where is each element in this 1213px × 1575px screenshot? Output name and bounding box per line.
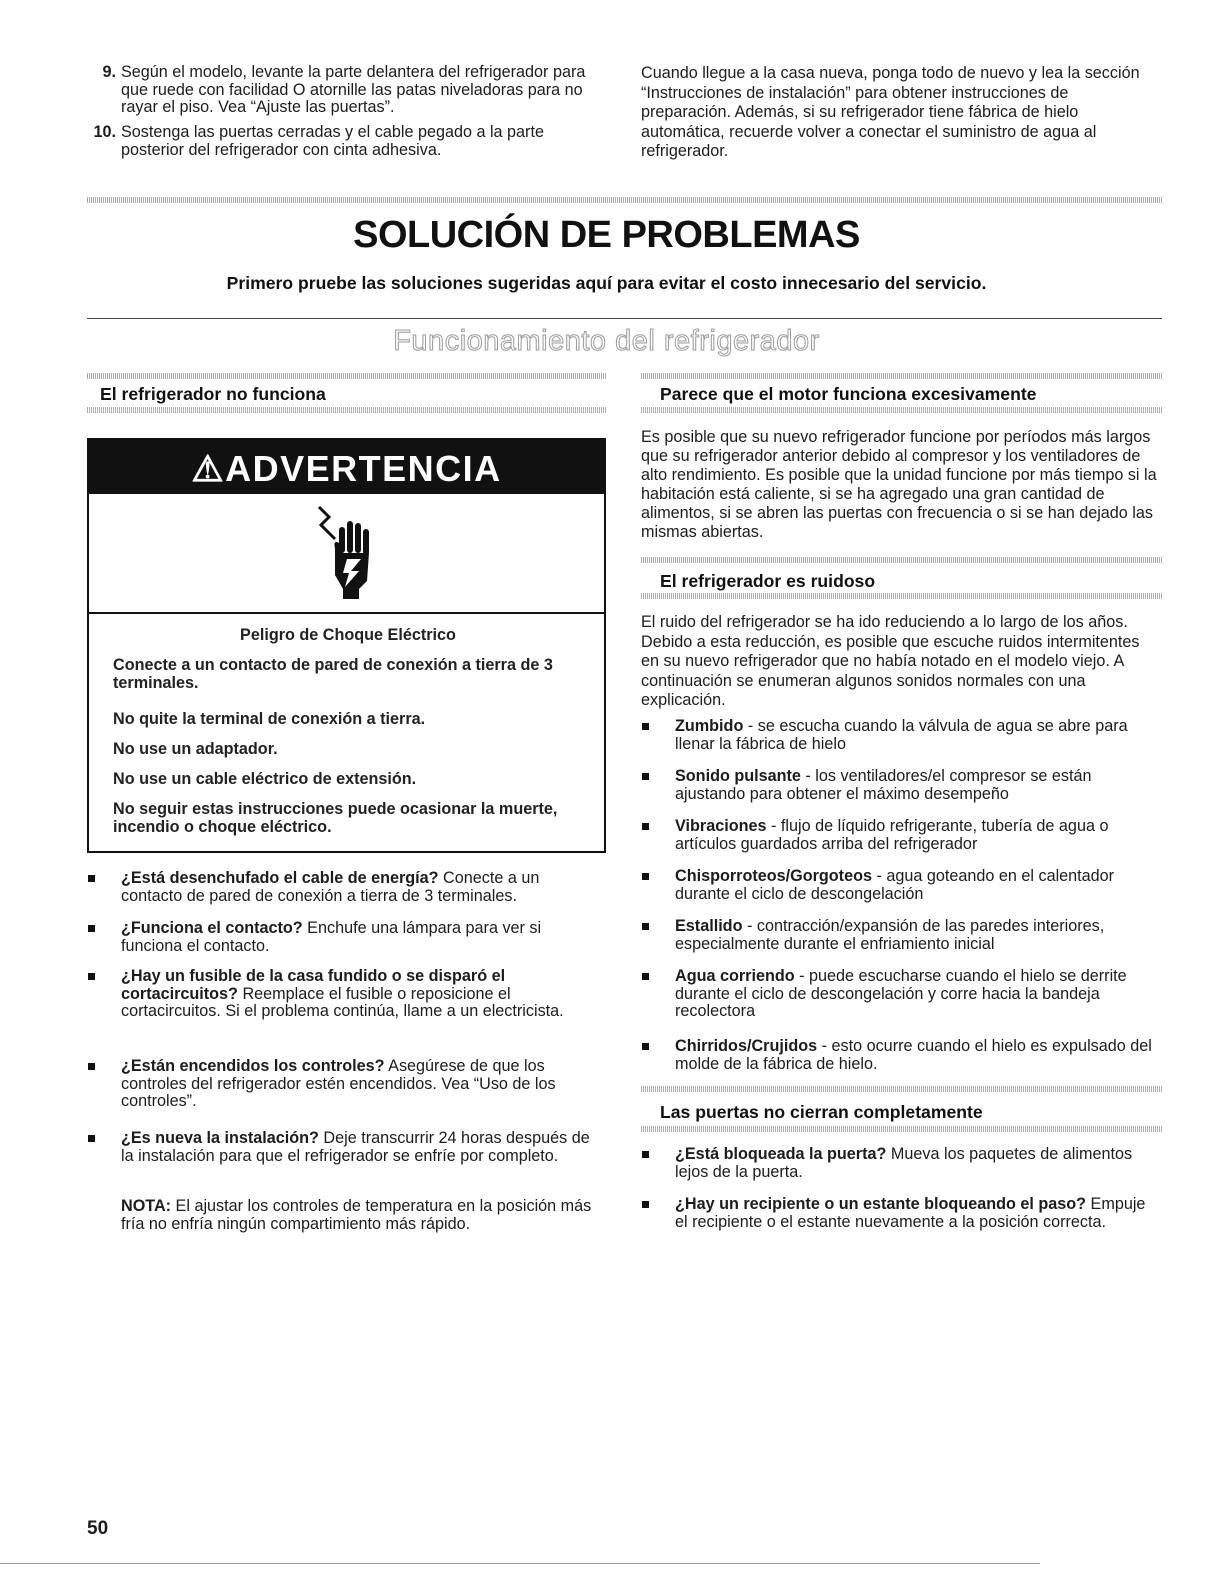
list-item: ¿Están encendidos los controles? Asegúrese de que los controles del refrigerador estén encendidos. Vea “Uso de los controles”. [88, 1058, 600, 1111]
section-heading-not-working: El refrigerador no funciona [100, 384, 326, 404]
section-heading-doors: Las puertas no cierran completamente [660, 1102, 983, 1122]
bullet-square-icon [642, 873, 649, 880]
list-item: ¿Está bloqueada la puerta? Mueva los paquetes de alimentos lejos de la puerta. [642, 1146, 1154, 1181]
step-number: 10. [93, 123, 116, 141]
list-item: ¿Está desenchufado el cable de energía? Conecte a un contacto de pared de conexión a tierra de 3 terminales. [88, 870, 600, 905]
warning-line: No seguir estas instrucciones puede ocasionar la muerte, incendio o choque eléctrico. [113, 800, 558, 836]
hatch-divider [641, 407, 1162, 413]
hatch-divider [641, 1086, 1162, 1092]
hatch-divider [641, 557, 1162, 563]
horizontal-rule [87, 318, 1162, 319]
step-text: Según el modelo, levante la parte delantera del refrigerador para que ruede con facilidad O atornille las patas niveladoras para no rayar el piso. Vea “Ajuste las puertas”. [121, 63, 586, 117]
bullet-square-icon [88, 1063, 95, 1070]
note: NOTA: El ajustar los controles de temperatura en la posición más fría no enfría ningún compartimiento más rápido. [121, 1197, 592, 1233]
step-text: Sostenga las puertas cerradas y el cable pegado a la parte posterior del refrigerador con cinta adhesiva. [121, 123, 544, 159]
list-item: Chirridos/Crujidos - esto ocurre cuando el hielo es expulsado del molde de la fábrica de hielo. [642, 1038, 1154, 1073]
step-10 [88, 124, 608, 159]
list-item: Vibraciones - flujo de líquido refrigerante, tubería de agua o artículos guardados arriba del refrigerador [642, 818, 1154, 853]
list-item: ¿Hay un recipiente o un estante bloqueando el paso? Empuje el recipiente o el estante nuevamente a la posición correcta. [642, 1196, 1154, 1231]
warning-box [87, 438, 606, 853]
section-heading-noise: El refrigerador es ruidoso [660, 571, 876, 591]
hatch-divider [87, 373, 606, 379]
warning-line: Conecte a un contacto de pared de conexión a tierra de 3 terminales. [113, 656, 553, 692]
list-item: Zumbido - se escucha cuando la válvula de agua se abre para llenar la fábrica de hielo [642, 718, 1154, 753]
electric-shock-hand-icon [313, 503, 383, 603]
step-9 [88, 64, 608, 117]
bottom-rule [0, 1563, 1040, 1564]
warning-line: No quite la terminal de conexión a tierra. [113, 710, 426, 728]
list-item: Agua corriendo - puede escucharse cuando el hielo se derrite durante el ciclo de descongelación y corre hacia la bandeja recolectora [642, 968, 1154, 1021]
warning-banner [89, 440, 604, 494]
noise-paragraph: El ruido del refrigerador se ha ido reduciendo a lo largo de los años. Debido a esta reducción, es posible que escuche ruidos intermitentes en su nuevo refrigerador que no había notado en el modelo viejo. A continuación se enumeran algunos sonidos normales con una explicación. [641, 613, 1140, 710]
hatch-divider [87, 407, 606, 413]
bullet-square-icon [642, 1043, 649, 1050]
warning-divider [89, 612, 604, 614]
section-title: Funcionamiento del refrigerador [393, 325, 820, 357]
page-number: 50 [87, 1518, 109, 1539]
hazard-title: Peligro de Choque Eléctrico [240, 626, 456, 644]
bullet-square-icon [642, 723, 649, 730]
warning-banner-label: ADVERTENCIA [225, 448, 502, 489]
bullet-square-icon [88, 875, 95, 882]
warning-line: No use un cable eléctrico de extensión. [113, 770, 417, 788]
motor-paragraph: Es posible que su nuevo refrigerador funcione por períodos más largos que su refrigerador anterior debido al compresor y los ventiladores de alto rendimiento. Es posible que la unidad funcione por más tiempo si la habitación está caliente, si se ha agregado una gran cantidad de alimentos, si se abren las puertas con frecuencia o si se han dejado las mismas abiertas. [641, 428, 1157, 541]
bullet-square-icon [642, 823, 649, 830]
page-title: SOLUCIÓN DE PROBLEMAS [353, 214, 860, 256]
warning-line: No use un adaptador. [113, 740, 278, 758]
moving-paragraph: Cuando llegue a la casa nueva, ponga todo de nuevo y lea la sección “Instrucciones de instalación” para obtener instrucciones de preparación. Además, si su refrigerador tiene fábrica de hielo automática, recuerde volver a conectar el suministro de agua al refrigerador. [641, 64, 1140, 160]
list-item: ¿Es nueva la instalación? Deje transcurrir 24 horas después de la instalación para que el refrigerador se enfríe por completo. [88, 1130, 600, 1165]
hatch-divider [641, 1126, 1162, 1132]
bullet-square-icon [642, 973, 649, 980]
list-item: ¿Hay un fusible de la casa fundido o se disparó el cortacircuitos? Reemplace el fusible o reposicione el cortacircuitos. Si el problema continúa, llame a un electricista. [88, 968, 600, 1021]
hatch-divider [641, 373, 1162, 379]
bullet-square-icon [642, 923, 649, 930]
bullet-square-icon [88, 1135, 95, 1142]
list-item: Estallido - contracción/expansión de las paredes interiores, especialmente durante el enfriamiento inicial [642, 918, 1154, 953]
hatch-divider [641, 593, 1162, 599]
bullet-square-icon [642, 1201, 649, 1208]
list-item: Chisporroteos/Gorgoteos - agua goteando en el calentador durante el ciclo de descongelación [642, 868, 1154, 903]
bullet-square-icon [642, 773, 649, 780]
bullet-square-icon [88, 925, 95, 932]
warning-triangle-icon: ⚠ [191, 448, 226, 489]
hatch-divider [87, 197, 1162, 203]
section-heading-motor: Parece que el motor funciona excesivamente [660, 384, 1037, 404]
list-item: Sonido pulsante - los ventiladores/el compresor se están ajustando para obtener el máximo desempeño [642, 768, 1154, 803]
bullet-square-icon [88, 973, 95, 980]
bullet-square-icon [642, 1151, 649, 1158]
page-subtitle: Primero pruebe las soluciones sugeridas aquí para evitar el costo innecesario del servicio. [226, 273, 987, 293]
list-item: ¿Funciona el contacto? Enchufe una lámpara para ver si funciona el contacto. [88, 920, 600, 955]
step-number: 9. [102, 63, 116, 81]
